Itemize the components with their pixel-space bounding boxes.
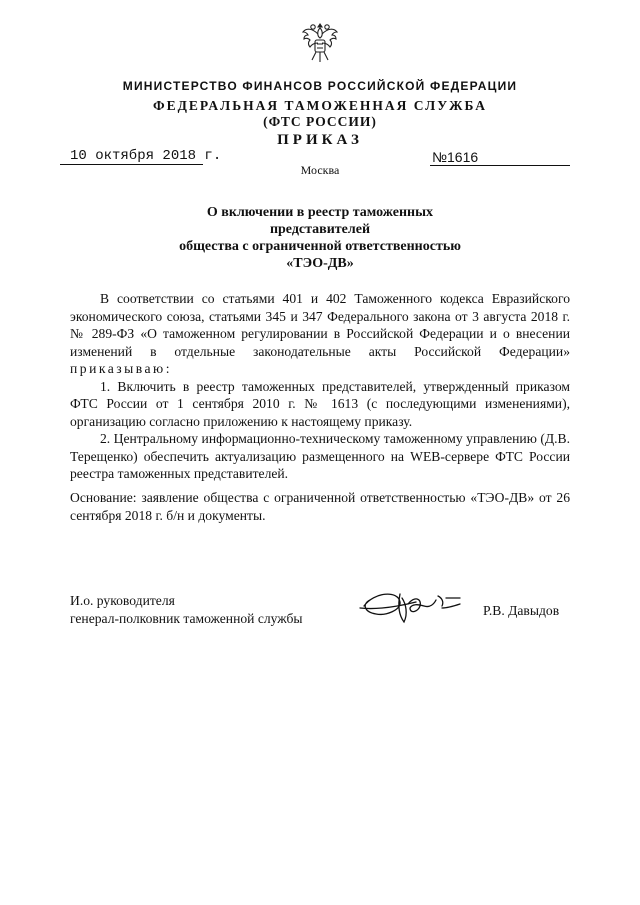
position-line-2: генерал-полковник таможенной службы <box>70 610 303 626</box>
basis-block <box>70 489 570 524</box>
title-line-1: О включении в реестр таможенных представителей <box>206 205 434 237</box>
signatory-name: Р.В. Давыдов <box>483 603 560 618</box>
basis-text: Основание: заявление общества с ограниченной ответственностью «ТЭО-ДВ» от 26 сентября 2018 г. б/н и документы. <box>70 490 570 523</box>
signatory-position <box>70 592 303 627</box>
service-name: ФЕДЕРАЛЬНАЯ ТАМОЖЕННАЯ СЛУЖБА <box>153 98 487 113</box>
coat-of-arms-icon <box>301 20 339 66</box>
document-title <box>170 204 470 272</box>
title-line-2: общества с ограниченной ответственностью <box>179 239 461 254</box>
order-word: приказываю: <box>70 361 172 376</box>
order-number: №1616 <box>432 149 479 165</box>
document-type: ПРИКАЗ <box>277 132 363 148</box>
order-item-1: 1. Включить в реестр таможенных представителей, утвержденный приказом ФТС России от 1 сентября 2010 г. № 1613 (с последующими изменениями), организацию согласно приложению к настоящему приказу. <box>70 378 570 429</box>
city: Москва <box>300 163 340 177</box>
service-short-name: (ФТС РОССИИ) <box>263 114 377 129</box>
ministry-name: МИНИСТЕРСТВО ФИНАНСОВ РОССИЙСКОЙ ФЕДЕРАЦИИ <box>122 79 518 93</box>
position-line-1: И.о. руководителя <box>70 593 175 608</box>
title-line-3: «ТЭО-ДВ» <box>286 256 354 271</box>
order-item-2: 2. Центральному информационно-техническому таможенному управлению (Д.В. Терещенко) обеспечить актуализацию размещенного на WEB-сервере ФТС России реестра таможенных представителей. <box>70 431 570 481</box>
order-date: 10 октября 2018 г. <box>70 148 222 164</box>
preamble-text: В соответствии со статьями 401 и 402 Таможенного кодекса Евразийского экономического союза, статьями 345 и 347 Федерального закона от 3 августа 2018 г. № 289-ФЗ «О таможенном регулировании в Российской Федерации и о внесении изменений в отдельные законодательные акты Российской Федерации» <box>70 291 570 359</box>
order-body <box>70 290 570 483</box>
preamble-paragraph <box>70 290 570 378</box>
handwritten-signature <box>358 586 466 626</box>
